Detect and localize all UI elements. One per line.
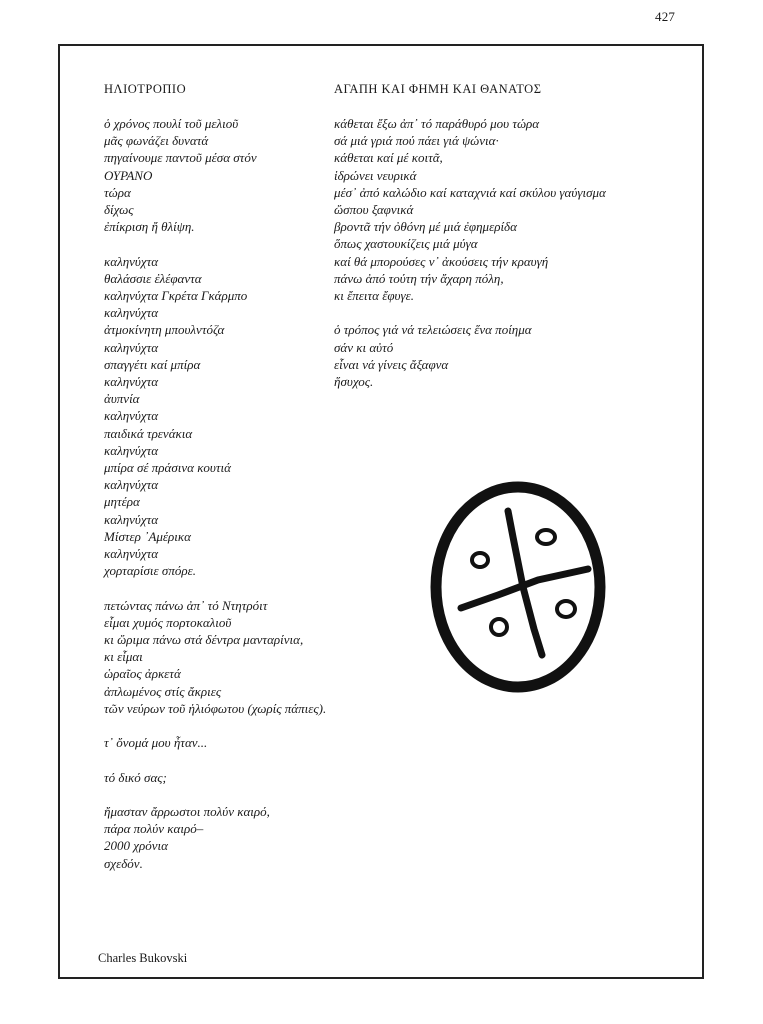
poem-line: καληνύχτα Γκρέτα Γκάρμπο bbox=[104, 288, 248, 304]
stanza bbox=[334, 115, 714, 304]
poem-line: ἱδρώνει νευρικά bbox=[334, 167, 417, 183]
poem-line: τ᾽ ὄνομά μου ἦταν... bbox=[104, 735, 208, 751]
poem-line: ὡραῖος ἀρκετά bbox=[104, 666, 181, 682]
poem-line: μᾶς φωνάζει δυνατά bbox=[104, 133, 209, 149]
poem-line: μπίρα σέ πράσινα κουτιά bbox=[104, 460, 231, 476]
poem-line: σχεδόν. bbox=[104, 855, 143, 871]
poem-line: δίχως bbox=[104, 202, 134, 218]
poem-line: 2000 χρόνια bbox=[104, 838, 168, 854]
poem-line: χορταρίσιε σπόρε. bbox=[104, 563, 196, 579]
poem-line: καληνύχτα bbox=[104, 477, 159, 493]
poem-line: ἀυπνία bbox=[104, 391, 140, 407]
stanza bbox=[104, 115, 354, 235]
circle-cross-dots-icon bbox=[428, 477, 608, 695]
poem-line: βροντᾶ τήν ὀθόνη μέ μιά ἐφημερίδα bbox=[334, 219, 517, 235]
stanza bbox=[104, 253, 354, 580]
author-name: Charles Bukovski bbox=[98, 951, 188, 965]
poem-line: τό δικό σας; bbox=[104, 769, 167, 785]
poem-line: κι εἶμαι bbox=[104, 649, 143, 665]
poem-line: καληνύχτα bbox=[104, 339, 159, 355]
poem-line: ὁ χρόνος πουλί τοῦ μελιοῦ bbox=[104, 116, 239, 131]
poem-line: θαλάσσιε ἐλέφαντα bbox=[104, 270, 202, 286]
poem-line: κάθεται καί μέ κοιτᾶ, bbox=[334, 150, 443, 166]
poem-line: κάθεται ἔξω ἀπ᾽ τό παράθυρό μου τώρα bbox=[334, 116, 540, 131]
stanza bbox=[104, 597, 354, 717]
right-poem-title: ΑΓΑΠΗ ΚΑΙ ΦΗΜΗ ΚΑΙ ΘΑΝΑΤΟΣ bbox=[334, 82, 542, 96]
poem-line: ὅπως χαστουκίζεις μιά μύγα bbox=[334, 236, 478, 252]
poem-line: καληνύχτα bbox=[104, 511, 159, 527]
stanza bbox=[334, 321, 714, 390]
poem-line: πάρα πολύν καιρό– bbox=[104, 821, 204, 837]
poem-line: ἤμασταν ἄρρωστοι πολύν καιρό, bbox=[104, 804, 270, 820]
poem-line: καληνύχτα bbox=[104, 442, 159, 458]
right-poem-body bbox=[334, 115, 714, 407]
poem-line: ΟΥΡΑΝΟ bbox=[104, 167, 153, 183]
stanza bbox=[104, 734, 354, 751]
poem-line: καληνύχτα bbox=[104, 546, 159, 562]
poem-line: τώρα bbox=[104, 184, 131, 200]
poem-line: παιδικά τρενάκια bbox=[104, 425, 193, 441]
poem-line: καί θά μπορούσες ν᾽ ἀκούσεις τήν κραυγή bbox=[334, 253, 549, 269]
poem-line: εἶμαι χυμός πορτοκαλιοῦ bbox=[104, 614, 232, 630]
poem-line: κι ἔπειτα ἔφυγε. bbox=[334, 288, 414, 304]
poem-line: σάν κι αὐτό bbox=[334, 339, 394, 355]
poem-line: πηγαίνουμε παντοῦ μέσα στόν bbox=[104, 150, 257, 166]
poem-line: καληνύχτα bbox=[104, 408, 159, 424]
stanza bbox=[104, 803, 354, 872]
page-number: 427 bbox=[655, 9, 676, 24]
poem-line: σά μιά γριά πού πάει γιά ψώνια· bbox=[334, 133, 499, 149]
poem-line: τῶν νεύρων τοῦ ἡλιόφωτου (χωρίς πάπιες). bbox=[104, 700, 327, 716]
poem-line: κι ὥριμα πάνω στά δέντρα μανταρίνια, bbox=[104, 632, 304, 648]
poem-line: μητέρα bbox=[104, 494, 140, 510]
poem-line: καληνύχτα bbox=[104, 374, 159, 390]
poem-line: ἀπλωμένος στίς ἄκριες bbox=[104, 683, 222, 699]
poem-line: μέσ᾽ ἀπό καλώδιο καί καταχνιά καί σκύλου γαύγισμα bbox=[334, 184, 606, 200]
left-poem-body bbox=[104, 115, 354, 889]
left-poem-title: ΗΛΙΟΤΡΟΠΙΟ bbox=[104, 82, 187, 96]
poem-line: καληνύχτα bbox=[104, 253, 159, 269]
poem-line: ὁ τρόπος γιά νά τελειώσεις ἕνα ποίημα bbox=[334, 322, 532, 338]
poem-line: πετώντας πάνω ἀπ᾽ τό Ντητρόιτ bbox=[104, 597, 268, 613]
stanza bbox=[104, 769, 354, 786]
poem-line: ἀτμοκίνητη μπουλντόζα bbox=[104, 322, 225, 338]
poem-line: καληνύχτα bbox=[104, 305, 159, 321]
poem-line: ἐπίκριση ἤ θλίψη. bbox=[104, 219, 195, 235]
poem-line: σπαγγέτι καί μπίρα bbox=[104, 356, 201, 372]
poem-line: ὥσπου ξαφνικά bbox=[334, 202, 414, 218]
poem-line: πάνω ἀπό τούτη τήν ἄχαρη πόλη, bbox=[334, 270, 504, 286]
poem-line: Μίστερ ᾽Αμέρικα bbox=[104, 528, 191, 544]
poem-line: ἥσυχος. bbox=[334, 374, 374, 390]
poem-line: εἶναι νά γίνεις ἄξαφνα bbox=[334, 356, 449, 372]
